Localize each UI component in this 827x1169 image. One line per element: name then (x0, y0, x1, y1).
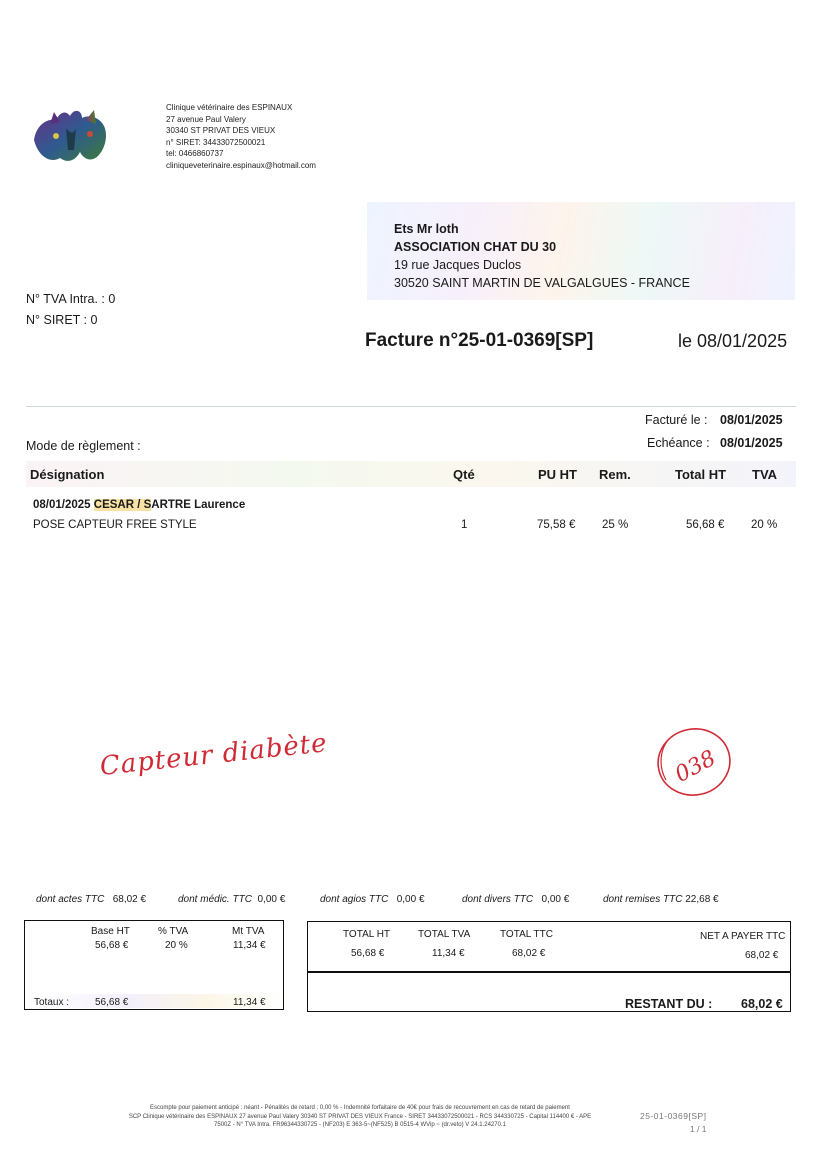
summary-remises-value: 22,68 € (685, 894, 719, 905)
item-designation: POSE CAPTEUR FREE STYLE (33, 519, 197, 531)
net-to-pay-value: 68,02 € (745, 950, 779, 961)
recipient-line-2: ASSOCIATION CHAT DU 30 (394, 240, 557, 254)
clinic-siret: n° SIRET: 34433072500021 (166, 137, 266, 147)
recipient-line-3: 19 rue Jacques Duclos (394, 258, 522, 272)
remaining-due-label: RESTANT DU : (625, 997, 713, 1011)
footer-invoice-ref: 25-01-0369[SP] (640, 1111, 707, 1121)
billed-on-value: 08/01/2025 (720, 413, 783, 427)
totaux-tva-value: 11,34 € (233, 997, 266, 1008)
invoice-title: Facture n°25-01-0369[SP] (365, 330, 594, 351)
column-rem: Rem. (599, 467, 631, 482)
column-tva: TVA (752, 467, 778, 482)
footer-line-1: Escompte pour paiement anticipé : néant - Pénalités de retard : 0,00 % - Indemnité forfaitaire de 40€ pour frais de recouvrement en cas de retard de paiement (150, 1105, 570, 1111)
summary-agios-value: 0,00 € (396, 894, 425, 905)
total-tva-label: TOTAL TVA (418, 929, 471, 940)
summary-medic-value: 0,00 € (257, 894, 286, 905)
net-to-pay-label: NET A PAYER TTC (700, 931, 786, 942)
clinic-email: cliniqueveterinaire.espinaux@hotmail.com (166, 160, 316, 170)
summary-medic (178, 894, 285, 905)
client-siret: N° SIRET : 0 (26, 313, 98, 327)
summary-divers-label: dont divers TTC (462, 894, 534, 905)
pct-tva-label: % TVA (158, 926, 189, 937)
payment-mode-label: Mode de règlement : (26, 439, 141, 453)
pct-tva-value: 20 % (165, 940, 188, 951)
total-ht-label: TOTAL HT (343, 929, 391, 940)
base-ht-label: Base HT (91, 926, 130, 937)
totaux-base-value: 56,68 € (95, 997, 129, 1008)
column-qty: Qté (453, 467, 475, 482)
column-designation: Désignation (30, 467, 105, 482)
item-qty: 1 (461, 519, 468, 531)
clinic-logo (30, 104, 112, 168)
summary-actes (36, 894, 146, 905)
billed-on-label: Facturé le : (645, 413, 708, 427)
clinic-city: 30340 ST PRIVAT DES VIEUX (166, 126, 276, 135)
invoice-date: le 08/01/2025 (678, 331, 788, 351)
consultation-header (33, 499, 245, 511)
patient-name: CESAR / S (93, 499, 152, 511)
summary-divers-value: 0,00 € (541, 894, 570, 905)
summary-remises (603, 894, 719, 905)
clinic-name: Clinique vétérinaire des ESPINAUX (166, 103, 293, 112)
mt-tva-value: 11,34 € (233, 940, 266, 951)
handwritten-stamp (650, 722, 738, 800)
remaining-due-value: 68,02 € (741, 997, 783, 1011)
stamp-number: 038 (671, 745, 720, 788)
due-date-label: Echéance : (647, 436, 710, 450)
handwritten-note: Capteur diabète (98, 728, 329, 782)
base-ht-value: 56,68 € (95, 940, 129, 951)
recipient-address-block (367, 202, 795, 300)
totals-divider (307, 971, 791, 973)
clinic-street: 27 avenue Paul Valery (166, 114, 246, 124)
footer-line-2: SCP Clinique vétérinaire des ESPINAUX 27 avenue Paul Valery 30340 ST PRIVAT DES VIEUX France - SIRET 34433072500021 - RCS 344330725 - Capital 114400 € - APE (128, 1113, 592, 1120)
summary-actes-value: 68,02 € (112, 894, 147, 905)
summary-actes-label: dont actes TTC (36, 894, 105, 905)
item-rem: 25 % (602, 519, 629, 531)
total-ttc-value: 68,02 € (512, 948, 546, 959)
header-divider (26, 406, 796, 407)
recipient-line-1: Ets Mr loth (394, 222, 459, 236)
due-date-value: 08/01/2025 (720, 436, 783, 450)
legal-footer (100, 1104, 620, 1130)
item-pu-ht: 75,58 € (537, 519, 576, 531)
summary-medic-label: dont médic. TTC (178, 894, 252, 905)
total-ttc-label: TOTAL TTC (500, 929, 553, 940)
summary-remises-label: dont remises TTC (603, 894, 683, 905)
owner-name: ARTRE Laurence (151, 499, 246, 511)
consultation-date: 08/01/2025 (33, 499, 91, 511)
column-pu-ht: PU HT (538, 467, 577, 482)
footer-line-3: 7500Z - N° TVA Intra. FR96344330725 - (NF203) E 363-5~(NF525) B 0515-4 WVip ~ (dr.veto) V 24.1.24270.1 (214, 1122, 506, 1128)
summary-agios (320, 894, 425, 905)
item-tva: 20 % (751, 519, 778, 531)
footer-page-number: 1 / 1 (690, 1124, 707, 1134)
clinic-phone: tel: 0466860737 (166, 149, 224, 158)
recipient-line-4: 30520 SAINT MARTIN DE VALGALGUES - FRANCE (394, 276, 690, 290)
total-ht-value: 56,68 € (351, 948, 385, 959)
client-tva-intra: N° TVA Intra. : 0 (26, 292, 116, 306)
summary-divers (462, 894, 569, 905)
totaux-label: Totaux : (34, 997, 70, 1008)
summary-agios-label: dont agios TTC (320, 894, 389, 905)
column-total-ht: Total HT (675, 467, 727, 482)
item-total-ht: 56,68 € (686, 519, 725, 531)
total-tva-value: 11,34 € (432, 948, 465, 959)
mt-tva-label: Mt TVA (232, 926, 265, 937)
clinic-info (166, 102, 316, 171)
